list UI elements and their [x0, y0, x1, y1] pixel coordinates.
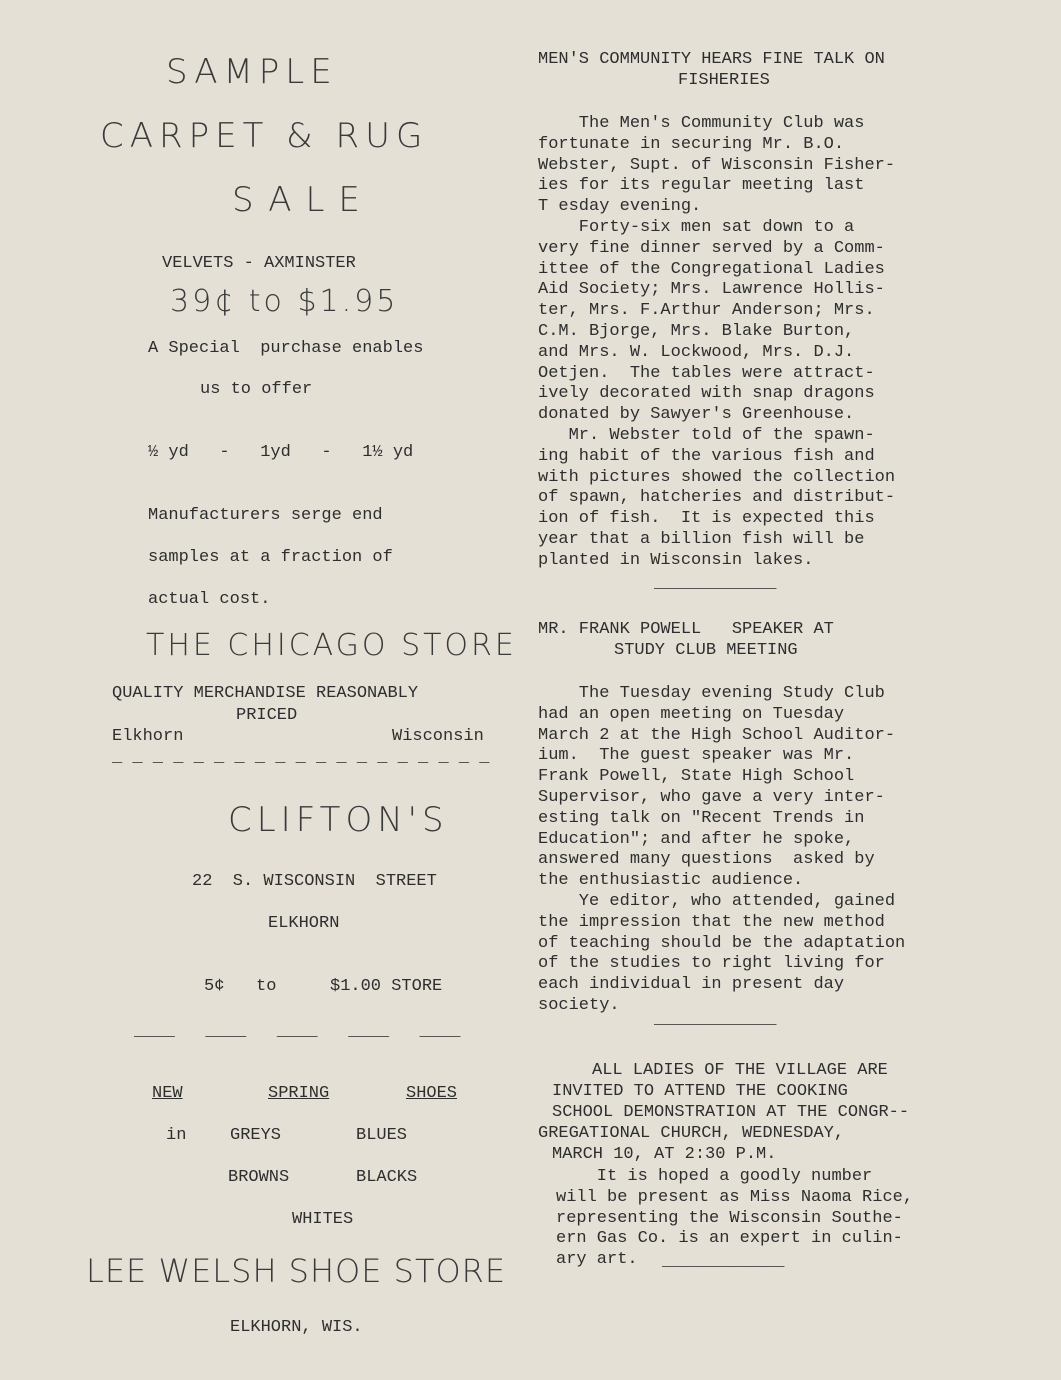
chicago-store-city: Elkhorn: [112, 727, 184, 746]
chicago-store-state: Wisconsin: [392, 727, 484, 746]
shoe-ad-blacks: BLACKS: [356, 1168, 418, 1187]
cliftons-price-high: $1.00 STORE: [330, 977, 443, 996]
article3-body: It is hoped a goodly number will be present as Miss Naoma Rice, representing the Wisconsin Southe- ern Gas Co. is an expert in culin- ary art.: [556, 1167, 914, 1270]
ad-carpet-special-2: us to offer: [200, 380, 313, 399]
article3-headline-2: INVITED TO ATTEND THE COOKING: [552, 1082, 848, 1101]
ad-carpet-sizes: ½ yd - 1yd - 1½ yd: [148, 443, 414, 462]
article3-headline-3: SCHOOL DEMONSTRATION AT THE CONGR--: [552, 1103, 910, 1122]
cliftons-name: CLIFTON'S: [228, 800, 449, 840]
cliftons-divider: ____ ____ ____ ____ ____: [134, 1022, 461, 1041]
ad-carpet-sale: SALE: [232, 180, 374, 220]
cliftons-city: ELKHORN: [268, 914, 340, 933]
ad-carpet-sample: SAMPLE: [166, 52, 338, 92]
chicago-store-tagline-1: QUALITY MERCHANDISE REASONABLY: [112, 684, 419, 703]
chicago-store-divider: _ _ _ _ _ _ _ _ _ _ _ _ _ _ _ _ _ _ _: [112, 748, 490, 767]
chicago-store-tagline-2: PRICED: [236, 706, 298, 725]
ad-carpet-types: VELVETS - AXMINSTER: [162, 254, 356, 273]
shoe-ad-browns: BROWNS: [228, 1168, 290, 1187]
shoe-store-name: LEE WELSH SHOE STORE: [86, 1252, 507, 1290]
cliftons-price-low: 5¢: [204, 977, 225, 996]
article2-headline-2: STUDY CLUB MEETING: [614, 641, 798, 660]
shoe-ad-new: NEW: [152, 1084, 183, 1103]
article1-body: The Men's Community Club was fortunate in securing Mr. B.O. Webster, Supt. of Wisconsin Fisher- ies for its regular meeting last T esday evening. Forty-six men sat down to a very fine dinner served by a Comm- ittee of the Congregational Ladies Aid Society; Mrs. Lawrence Hollis- ter, Mrs. F.Arthur Anderson; Mrs. C.M. Bjorge, Mrs. Blake Burton, and Mrs. W. Lockwood, Mrs. D.J. Oetjen. The tables were attract- ively decorated with snap dragons donated by Sawyer's Greenhouse. Mr. Webster told of the spawn- ing habit of the various fish and with pictures showed the collection of spawn, hatcheries and distribut- ion of fish. It is expected this year that a billion fish will be planted in Wisconsin lakes.: [538, 114, 896, 570]
ad-carpet-price: 39¢ to $1.95: [170, 284, 399, 319]
ad-carpet-samples-2: samples at a fraction of: [148, 548, 393, 567]
cliftons-address: 22 S. WISCONSIN STREET: [192, 872, 437, 891]
article1-headline-1: MEN'S COMMUNITY HEARS FINE TALK ON: [538, 50, 885, 69]
article3-headline-4: GREGATIONAL CHURCH, WEDNESDAY,: [538, 1124, 845, 1143]
shoe-store-city: ELKHORN, WIS.: [230, 1318, 363, 1337]
shoe-ad-shoes: SHOES: [406, 1084, 458, 1103]
shoe-ad-in: in: [166, 1126, 187, 1145]
article2-body: The Tuesday evening Study Club had an open meeting on Tuesday March 2 at the High School Auditor- ium. The guest speaker was Mr. Frank Powell, State High School Supervisor, who gave a very inter- esting talk on "Recent Trends in Education"; and after he spoke, answered many questions asked by the enthusiastic audience. Ye editor, who attended, gained the impression that the new method of teaching should be the adaptation of the studies to right living for each individual in present day society.: [538, 684, 906, 1015]
shoe-ad-blues: BLUES: [356, 1126, 408, 1145]
article3-headline-5: MARCH 10, AT 2:30 P.M.: [552, 1145, 777, 1164]
article3-divider: ____________: [662, 1252, 785, 1271]
article3-headline-1: ALL LADIES OF THE VILLAGE ARE: [592, 1061, 888, 1080]
article1-divider: ____________: [654, 574, 777, 593]
ad-carpet-title: CARPET & RUG: [100, 116, 429, 156]
ad-carpet-special-1: A Special purchase enables: [148, 339, 424, 358]
article1-headline-2: FISHERIES: [678, 71, 770, 90]
shoe-ad-whites: WHITES: [292, 1210, 354, 1229]
ad-carpet-samples-3: actual cost.: [148, 590, 271, 609]
ad-carpet-samples-1: Manufacturers serge end: [148, 506, 383, 525]
chicago-store-name: THE CHICAGO STORE: [146, 628, 517, 663]
article2-divider: ____________: [654, 1010, 777, 1029]
shoe-ad-spring: SPRING: [268, 1084, 330, 1103]
cliftons-to: to: [256, 977, 277, 996]
article2-headline-1: MR. FRANK POWELL SPEAKER AT: [538, 620, 834, 639]
shoe-ad-greys: GREYS: [230, 1126, 282, 1145]
